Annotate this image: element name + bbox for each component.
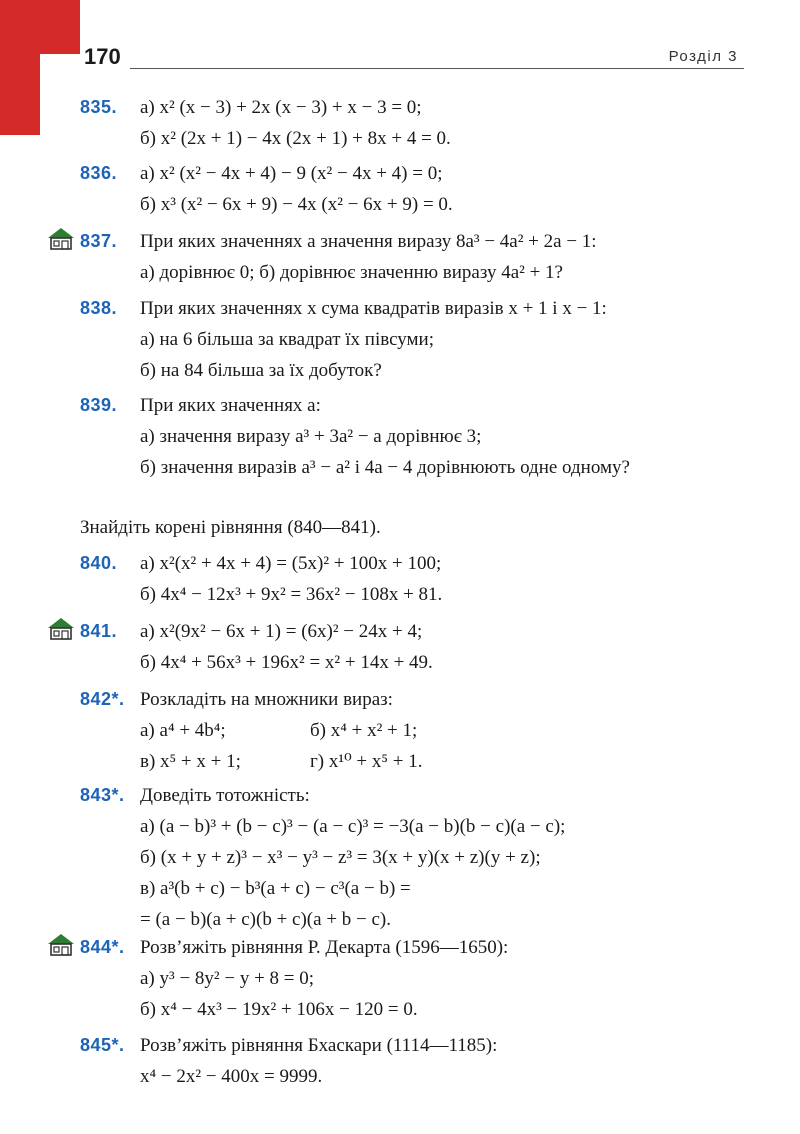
exercise-845	[80, 1030, 750, 1092]
exercise-part-a: а) y³ − 8y² − y + 8 = 0;	[140, 968, 315, 989]
exercise-number: 838.	[80, 298, 118, 318]
exercise-part-a: а) a⁴ + 4b⁴;	[140, 720, 226, 741]
section-label: Розділ 3	[668, 48, 738, 65]
exercise-836	[80, 158, 750, 220]
exercise-844	[80, 932, 750, 1025]
exercise-number: 836.	[80, 163, 118, 183]
exercise-question: Розв’яжіть рівняння Бхаскари (1114—1185):	[140, 1035, 498, 1056]
exercise-part-a: а) x²(x² + 4x + 4) = (5x)² + 100x + 100;	[140, 553, 442, 574]
exercise-question: При яких значеннях a значення виразу 8a³ − 4a² + 2a − 1:	[140, 231, 597, 252]
exercise-question: При яких значеннях x сума квадратів виразів x + 1 і x − 1:	[140, 298, 607, 319]
exercise-839	[80, 390, 750, 483]
exercise-part-a: а) на 6 більша за квадрат їх півсуми;	[140, 329, 434, 350]
exercise-part-c: в) a³(b + c) − b³(a + c) − c³(a − b) =	[140, 878, 411, 899]
exercise-part-a: а) x² (x² − 4x + 4) − 9 (x² − 4x + 4) = 0;	[140, 163, 443, 184]
exercise-842	[80, 684, 750, 777]
exercise-part-b: б) 4x⁴ + 56x³ + 196x² = x² + 14x + 49.	[140, 652, 433, 673]
exercise-part-b: б) 4x⁴ − 12x³ + 9x² = 36x² − 108x + 81.	[140, 584, 443, 605]
exercise-question: Розв’яжіть рівняння Р. Декарта (1596—1650):	[140, 937, 509, 958]
exercise-number: 844*.	[80, 937, 125, 957]
exercise-part-a: а) x² (x − 3) + 2x (x − 3) + x − 3 = 0;	[140, 97, 422, 118]
homework-house-icon	[46, 226, 76, 250]
exercise-number: 845*.	[80, 1035, 125, 1055]
exercise-number: 843*.	[80, 785, 125, 805]
exercise-part-b: б) x⁴ + x² + 1;	[310, 720, 418, 741]
exercise-840	[80, 548, 750, 610]
exercise-part-a: а) (a − b)³ + (b − c)³ − (a − c)³ = −3(a − b)(b − c)(a − c);	[140, 816, 566, 837]
exercise-number: 835.	[80, 97, 118, 117]
exercise-row-1	[140, 715, 750, 746]
exercise-part-c-continued: = (a − b)(a + c)(b + c)(a + b − c).	[140, 909, 392, 930]
page-number: 170	[84, 44, 121, 69]
exercise-part-d: г) x¹⁰ + x⁵ + 1.	[310, 751, 423, 772]
homework-house-icon	[46, 932, 76, 956]
exercise-841	[80, 616, 750, 678]
exercise-question: Розкладіть на множники вираз:	[140, 689, 393, 710]
exercise-number: 837.	[80, 231, 118, 251]
exercise-838	[80, 293, 750, 386]
exercise-part-b: б) x³ (x² − 6x + 9) − 4x (x² − 6x + 9) = 0.	[140, 194, 453, 215]
page-corner-tab	[0, 0, 80, 135]
exercise-part-b: б) x² (2x + 1) − 4x (2x + 1) + 8x + 4 = 0.	[140, 128, 451, 149]
exercise-part-b: б) значення виразів a³ − a² і 4a − 4 дорівнюють одне одному?	[140, 457, 630, 478]
homework-house-icon	[46, 616, 76, 640]
exercise-question: Доведіть тотожність:	[140, 785, 310, 806]
exercise-parts: а) дорівнює 0; б) дорівнює значенню виразу 4a² + 1?	[140, 262, 563, 283]
exercise-part-b: б) x⁴ − 4x³ − 19x² + 106x − 120 = 0.	[140, 999, 418, 1020]
exercise-835	[80, 92, 750, 154]
instruction-text: Знайдіть корені рівняння (840—841).	[80, 517, 381, 538]
exercise-part-a: а) x²(9x² − 6x + 1) = (6x)² − 24x + 4;	[140, 621, 423, 642]
exercise-question: При яких значеннях a:	[140, 395, 321, 416]
exercise-number: 841.	[80, 621, 118, 641]
exercise-row-2	[140, 746, 750, 777]
exercise-837	[80, 226, 750, 288]
exercise-part-a: а) значення виразу a³ + 3a² − a дорівнює 3;	[140, 426, 482, 447]
exercise-843	[80, 780, 750, 935]
exercise-number: 842*.	[80, 689, 125, 709]
exercise-number: 840.	[80, 553, 118, 573]
exercise-part-b: б) (x + y + z)³ − x³ − y³ − z³ = 3(x + y)(x + z)(y + z);	[140, 847, 541, 868]
exercise-equation: x⁴ − 2x² − 400x = 9999.	[140, 1066, 323, 1087]
header-rule	[130, 68, 744, 69]
exercise-part-b: б) на 84 більша за їх добуток?	[140, 360, 382, 381]
exercise-part-c: в) x⁵ + x + 1;	[140, 751, 241, 772]
exercise-number: 839.	[80, 395, 118, 415]
